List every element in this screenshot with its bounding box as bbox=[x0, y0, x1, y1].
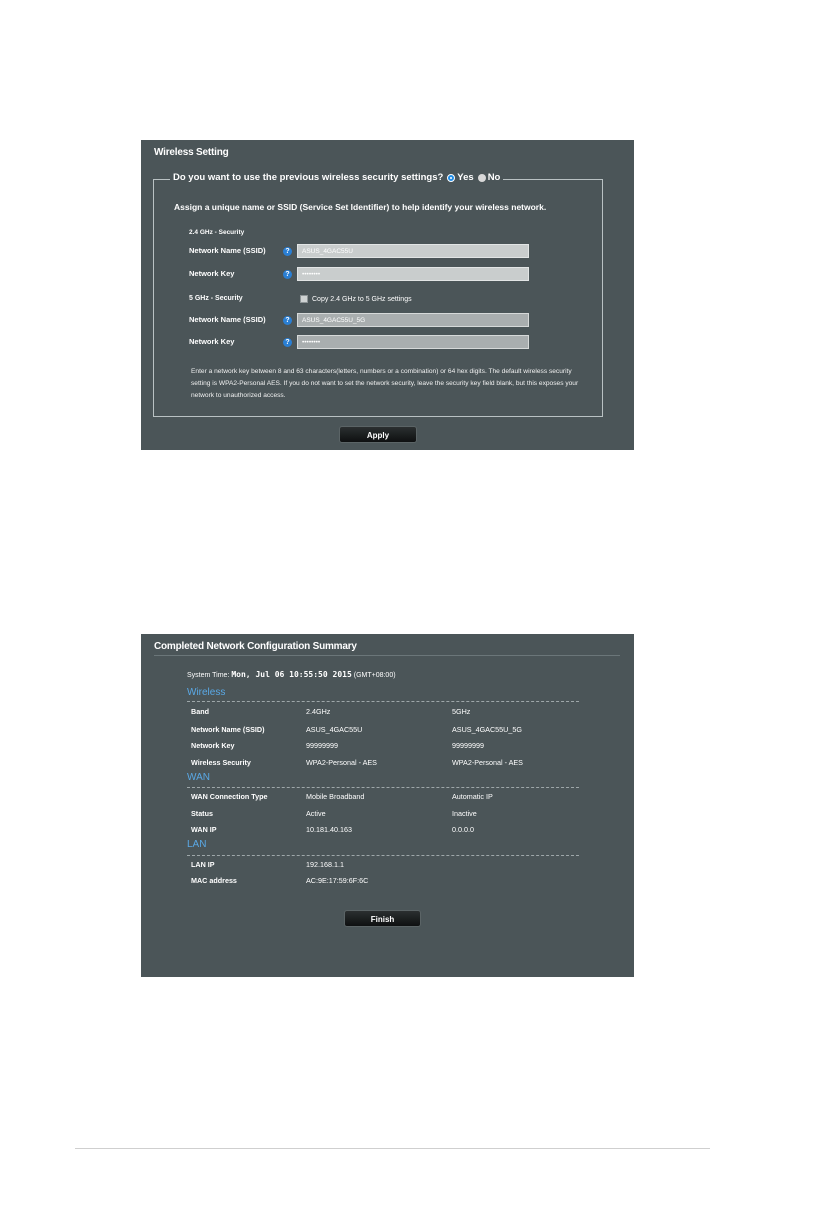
ssid-24-label: Network Name (SSID) bbox=[189, 246, 266, 255]
panel-title: Wireless Setting bbox=[154, 147, 229, 158]
mac-label: MAC address bbox=[191, 876, 237, 885]
margin-line bbox=[812, 0, 814, 76]
copy-settings-row[interactable] bbox=[300, 295, 412, 303]
ssid-5-label: Network Name (SSID) bbox=[189, 315, 266, 324]
wan-ip-secondary: 0.0.0.0 bbox=[452, 825, 474, 834]
key-5-value: 99999999 bbox=[452, 741, 484, 750]
wan-type-primary: Mobile Broadband bbox=[306, 792, 365, 801]
copy-settings-label[interactable]: Copy 2.4 GHz to 5 GHz settings bbox=[312, 295, 412, 303]
system-time-timezone: (GMT+08:00) bbox=[353, 672, 396, 679]
security-row-label: Wireless Security bbox=[191, 758, 251, 767]
section-divider bbox=[187, 787, 579, 788]
section-divider bbox=[187, 855, 579, 856]
wan-ip-primary: 10.181.40.163 bbox=[306, 825, 352, 834]
wireless-setting-panel bbox=[141, 140, 634, 450]
wan-type-secondary: Automatic IP bbox=[452, 792, 493, 801]
yes-label[interactable]: Yes bbox=[457, 172, 474, 183]
ssid-24-value: ASUS_4GAC55U bbox=[306, 725, 363, 734]
ssid-24-help-icon[interactable]: ? bbox=[283, 247, 292, 256]
ssid-5-help-icon[interactable]: ? bbox=[283, 316, 292, 325]
key-24-input[interactable]: •••••••• bbox=[297, 267, 529, 281]
security-note: Enter a network key between 8 and 63 characters(letters, numbers or a combination) or 64 hex digits. The default wireless security setting is WPA2-Personal AES. If you do not want to set the network security, leave the security key field blank, but this exposes your network to unauthorized access. bbox=[191, 368, 579, 399]
status-label: Status bbox=[191, 809, 213, 818]
panel-title: Completed Network Configuration Summary bbox=[154, 641, 357, 652]
key-24-help-icon[interactable]: ? bbox=[283, 270, 292, 279]
lan-ip-label: LAN IP bbox=[191, 860, 215, 869]
ssid-row-label: Network Name (SSID) bbox=[191, 725, 265, 734]
security-5-value: WPA2-Personal - AES bbox=[452, 758, 523, 767]
title-divider bbox=[154, 655, 620, 656]
configuration-summary-panel bbox=[141, 634, 634, 977]
previous-settings-question bbox=[170, 172, 503, 183]
system-time-value: Mon, Jul 06 10:55:50 2015 bbox=[231, 670, 352, 679]
mac-value: AC:9E:17:59:6F:6C bbox=[306, 876, 369, 885]
band-24-header: 2.4 GHz - Security bbox=[189, 229, 245, 236]
status-primary: Active bbox=[306, 809, 326, 818]
system-time-label: System Time: bbox=[187, 672, 230, 679]
wan-heading: WAN bbox=[187, 772, 210, 783]
no-radio[interactable] bbox=[478, 174, 486, 182]
finish-button[interactable]: Finish bbox=[344, 910, 421, 927]
key-row-label: Network Key bbox=[191, 741, 235, 750]
question-text: Do you want to use the previous wireless security settings? bbox=[173, 172, 444, 183]
lan-heading: LAN bbox=[187, 839, 207, 850]
section-divider bbox=[187, 701, 579, 702]
ssid-5-value: ASUS_4GAC55U_5G bbox=[452, 725, 522, 734]
wireless-heading: Wireless bbox=[187, 687, 226, 698]
ssid-24-input[interactable]: ASUS_4GAC55U bbox=[297, 244, 529, 258]
wan-type-label: WAN Connection Type bbox=[191, 792, 268, 801]
key-5-label: Network Key bbox=[189, 337, 235, 346]
key-5-input[interactable]: •••••••• bbox=[297, 335, 529, 349]
page-footer-rule bbox=[75, 1148, 710, 1149]
band-label: Band bbox=[191, 707, 209, 716]
yes-radio[interactable] bbox=[447, 174, 455, 182]
key-24-value: 99999999 bbox=[306, 741, 338, 750]
security-24-value: WPA2-Personal - AES bbox=[306, 758, 377, 767]
band-5-value: 5GHz bbox=[452, 707, 471, 716]
wan-ip-label: WAN IP bbox=[191, 825, 217, 834]
key-24-label: Network Key bbox=[189, 269, 235, 278]
apply-button[interactable]: Apply bbox=[339, 426, 417, 443]
copy-settings-checkbox[interactable] bbox=[300, 295, 308, 303]
band-24-value: 2.4GHz bbox=[306, 707, 331, 716]
lan-ip-value: 192.168.1.1 bbox=[306, 860, 344, 869]
status-secondary: Inactive bbox=[452, 809, 477, 818]
no-label[interactable]: No bbox=[487, 172, 501, 183]
ssid-5-input[interactable]: ASUS_4GAC55U_5G bbox=[297, 313, 529, 327]
key-5-help-icon[interactable]: ? bbox=[283, 338, 292, 347]
assign-instruction: Assign a unique name or SSID (Service Set Identifier) to help identify your wireless network. bbox=[174, 202, 547, 212]
system-time bbox=[187, 670, 396, 679]
band-5-header: 5 GHz - Security bbox=[189, 295, 243, 302]
